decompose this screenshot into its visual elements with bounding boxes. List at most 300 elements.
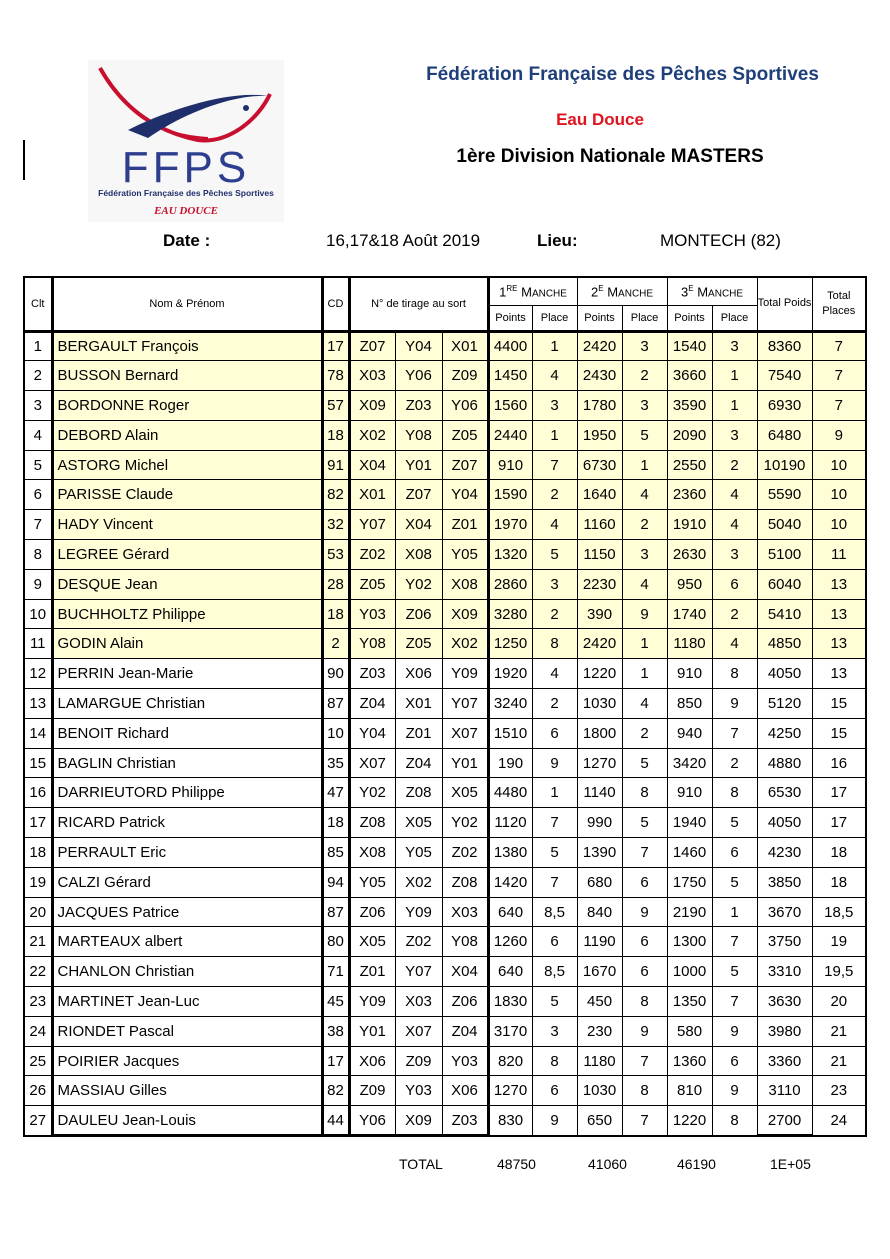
cell-clt: 19: [24, 867, 52, 897]
cell-cd: 35: [322, 748, 349, 778]
cell-cd: 91: [322, 450, 349, 480]
cell-points-2: 2420: [577, 331, 622, 361]
cell-total-poids: 3630: [757, 987, 812, 1017]
cell-clt: 17: [24, 808, 52, 838]
cell-points-1: 1830: [488, 987, 532, 1017]
cell-tirage-2: Y02: [395, 569, 442, 599]
col-header-total-poids: Total Poids: [757, 277, 812, 331]
col-header-cd: CD: [322, 277, 349, 331]
cell-points-1: 1510: [488, 718, 532, 748]
cell-place-3: 4: [712, 629, 757, 659]
cell-place-2: 7: [622, 1106, 667, 1136]
cell-points-2: 990: [577, 808, 622, 838]
cell-total-poids: 4850: [757, 629, 812, 659]
cell-name: CHANLON Christian: [52, 957, 322, 987]
cell-tirage-3: Y03: [442, 1046, 488, 1076]
cell-points-1: 2440: [488, 420, 532, 450]
cell-points-3: 1180: [667, 629, 712, 659]
cell-place-3: 2: [712, 748, 757, 778]
cell-place-1: 4: [532, 361, 577, 391]
cell-total-poids: 4880: [757, 748, 812, 778]
cell-total-places: 7: [812, 391, 866, 421]
cell-place-3: 4: [712, 480, 757, 510]
cell-tirage-2: Y04: [395, 331, 442, 361]
cell-place-1: 2: [532, 480, 577, 510]
col-header-nom: Nom & Prénom: [52, 277, 322, 331]
cell-name: BERGAULT François: [52, 331, 322, 361]
table-row: [24, 927, 866, 957]
cell-points-3: 940: [667, 718, 712, 748]
cell-name: ASTORG Michel: [52, 450, 322, 480]
cell-cd: 17: [322, 1046, 349, 1076]
cell-place-1: 6: [532, 1076, 577, 1106]
cell-tirage-1: Y09: [349, 987, 395, 1017]
cell-name: PERRAULT Eric: [52, 838, 322, 868]
cell-points-1: 1420: [488, 867, 532, 897]
cell-place-1: 5: [532, 540, 577, 570]
cell-cd: 80: [322, 927, 349, 957]
cell-place-1: 3: [532, 391, 577, 421]
table-row: [24, 778, 866, 808]
cell-total-places: 17: [812, 778, 866, 808]
cell-points-1: 3280: [488, 599, 532, 629]
cell-place-3: 5: [712, 957, 757, 987]
cell-total-places: 23: [812, 1076, 866, 1106]
cell-place-3: 7: [712, 718, 757, 748]
total-manche-1: 48750: [497, 1156, 536, 1172]
cell-clt: 9: [24, 569, 52, 599]
cell-tirage-3: Z09: [442, 361, 488, 391]
cell-points-2: 1780: [577, 391, 622, 421]
cell-clt: 21: [24, 927, 52, 957]
cell-place-1: 6: [532, 927, 577, 957]
cell-points-3: 1360: [667, 1046, 712, 1076]
table-row: [24, 1046, 866, 1076]
cell-place-2: 4: [622, 569, 667, 599]
cell-points-1: 1970: [488, 510, 532, 540]
cell-place-1: 3: [532, 569, 577, 599]
cell-tirage-1: Z09: [349, 1076, 395, 1106]
cell-total-poids: 3980: [757, 1016, 812, 1046]
cell-points-2: 1270: [577, 748, 622, 778]
svg-text:EAU DOUCE: EAU DOUCE: [154, 205, 218, 217]
cell-tirage-3: X03: [442, 897, 488, 927]
cell-total-places: 15: [812, 689, 866, 719]
cell-place-3: 7: [712, 987, 757, 1017]
cell-points-2: 1030: [577, 1076, 622, 1106]
cell-points-1: 1120: [488, 808, 532, 838]
cell-tirage-3: Z04: [442, 1016, 488, 1046]
cell-points-2: 650: [577, 1106, 622, 1136]
cell-tirage-1: Z04: [349, 689, 395, 719]
cell-tirage-1: Z05: [349, 569, 395, 599]
cell-total-places: 10: [812, 510, 866, 540]
cell-points-2: 840: [577, 897, 622, 927]
totals-label: TOTAL: [399, 1156, 443, 1172]
cell-points-1: 1250: [488, 629, 532, 659]
cell-total-places: 20: [812, 987, 866, 1017]
cell-tirage-1: X06: [349, 1046, 395, 1076]
table-row: [24, 897, 866, 927]
subtitle: Eau Douce: [556, 110, 644, 129]
cell-place-3: 7: [712, 927, 757, 957]
cell-points-1: 910: [488, 450, 532, 480]
cell-points-3: 2630: [667, 540, 712, 570]
cell-total-poids: 2700: [757, 1106, 812, 1136]
cell-tirage-1: Y06: [349, 1106, 395, 1136]
cell-tirage-1: X09: [349, 391, 395, 421]
cell-points-1: 1450: [488, 361, 532, 391]
cell-total-places: 7: [812, 331, 866, 361]
cell-place-1: 1: [532, 778, 577, 808]
cell-total-poids: 3850: [757, 867, 812, 897]
table-row: [24, 838, 866, 868]
cell-place-1: 2: [532, 599, 577, 629]
cell-points-2: 1150: [577, 540, 622, 570]
cell-place-1: 4: [532, 510, 577, 540]
cell-tirage-3: X05: [442, 778, 488, 808]
cell-cd: 94: [322, 867, 349, 897]
cell-points-1: 3170: [488, 1016, 532, 1046]
date-value: 16,17&18 Août 2019: [326, 231, 481, 250]
cell-place-3: 9: [712, 689, 757, 719]
cell-place-3: 1: [712, 391, 757, 421]
cell-name: GODIN Alain: [52, 629, 322, 659]
cell-tirage-1: Y03: [349, 599, 395, 629]
cell-name: BORDONNE Roger: [52, 391, 322, 421]
cell-name: JACQUES Patrice: [52, 897, 322, 927]
cell-place-1: 6: [532, 718, 577, 748]
cell-cd: 28: [322, 569, 349, 599]
cell-name: CALZI Gérard: [52, 867, 322, 897]
cell-points-1: 820: [488, 1046, 532, 1076]
cell-place-2: 2: [622, 718, 667, 748]
cell-name: BUSSON Bernard: [52, 361, 322, 391]
cell-cd: 18: [322, 808, 349, 838]
cell-place-2: 1: [622, 629, 667, 659]
cell-tirage-3: Z06: [442, 987, 488, 1017]
cell-total-places: 18: [812, 838, 866, 868]
cell-place-2: 2: [622, 510, 667, 540]
cell-place-3: 9: [712, 1076, 757, 1106]
lieu-label: Lieu:: [537, 231, 578, 250]
table-row: [24, 391, 866, 421]
cell-tirage-3: Z05: [442, 420, 488, 450]
cell-total-places: 10: [812, 480, 866, 510]
cell-place-2: 8: [622, 778, 667, 808]
cell-place-3: 8: [712, 1106, 757, 1136]
cell-points-2: 1030: [577, 689, 622, 719]
federation-title: Fédération Française des Pêches Sportives: [426, 64, 819, 85]
cell-tirage-3: Y02: [442, 808, 488, 838]
cell-place-3: 8: [712, 778, 757, 808]
cell-points-1: 2860: [488, 569, 532, 599]
cell-tirage-1: X03: [349, 361, 395, 391]
cell-name: DAULEU Jean-Louis: [52, 1106, 322, 1136]
cell-tirage-2: Z04: [395, 748, 442, 778]
cell-total-poids: 3750: [757, 927, 812, 957]
ffps-logo: [88, 60, 284, 222]
cell-name: RICARD Patrick: [52, 808, 322, 838]
margin-bar: [23, 140, 25, 180]
cell-total-places: 13: [812, 569, 866, 599]
cell-place-1: 4: [532, 659, 577, 689]
total-manche-2: 41060: [588, 1156, 627, 1172]
cell-tirage-3: Y06: [442, 391, 488, 421]
cell-tirage-3: Y05: [442, 540, 488, 570]
cell-points-2: 230: [577, 1016, 622, 1046]
cell-points-3: 1350: [667, 987, 712, 1017]
cell-points-2: 1800: [577, 718, 622, 748]
cell-clt: 18: [24, 838, 52, 868]
cell-tirage-1: Z08: [349, 808, 395, 838]
cell-cd: 32: [322, 510, 349, 540]
cell-name: DARRIEUTORD Philippe: [52, 778, 322, 808]
cell-points-2: 1220: [577, 659, 622, 689]
cell-name: LEGREE Gérard: [52, 540, 322, 570]
cell-clt: 23: [24, 987, 52, 1017]
cell-tirage-2: Z01: [395, 718, 442, 748]
cell-tirage-2: Z09: [395, 1046, 442, 1076]
cell-total-places: 9: [812, 420, 866, 450]
svg-text:FFPS: FFPS: [121, 143, 251, 192]
total-poids: 1E+05: [770, 1156, 811, 1172]
cell-total-places: 7: [812, 361, 866, 391]
col-header-place-3: Place: [712, 305, 757, 331]
cell-place-2: 6: [622, 957, 667, 987]
cell-tirage-2: Z02: [395, 927, 442, 957]
cell-tirage-1: Z03: [349, 659, 395, 689]
cell-points-2: 1190: [577, 927, 622, 957]
cell-points-3: 3590: [667, 391, 712, 421]
table-row: [24, 629, 866, 659]
cell-tirage-2: Z03: [395, 391, 442, 421]
cell-tirage-1: Y07: [349, 510, 395, 540]
cell-name: BAGLIN Christian: [52, 748, 322, 778]
cell-total-places: 18,5: [812, 897, 866, 927]
cell-tirage-2: Y07: [395, 957, 442, 987]
cell-place-2: 9: [622, 1016, 667, 1046]
cell-clt: 10: [24, 599, 52, 629]
cell-clt: 25: [24, 1046, 52, 1076]
cell-total-poids: 6040: [757, 569, 812, 599]
cell-points-2: 1160: [577, 510, 622, 540]
cell-place-1: 9: [532, 1106, 577, 1136]
table-row: [24, 450, 866, 480]
cell-tirage-1: Z02: [349, 540, 395, 570]
cell-cd: 90: [322, 659, 349, 689]
table-row: [24, 420, 866, 450]
cell-cd: 18: [322, 420, 349, 450]
cell-total-places: 17: [812, 808, 866, 838]
col-header-points-2: Points: [577, 305, 622, 331]
cell-tirage-2: Z06: [395, 599, 442, 629]
cell-total-places: 19: [812, 927, 866, 957]
cell-points-3: 2360: [667, 480, 712, 510]
cell-points-2: 1670: [577, 957, 622, 987]
cell-points-3: 2090: [667, 420, 712, 450]
cell-place-2: 8: [622, 987, 667, 1017]
col-header-points-3: Points: [667, 305, 712, 331]
cell-name: DEBORD Alain: [52, 420, 322, 450]
cell-tirage-3: Z03: [442, 1106, 488, 1136]
cell-total-places: 13: [812, 599, 866, 629]
cell-cd: 18: [322, 599, 349, 629]
cell-clt: 13: [24, 689, 52, 719]
table-row: [24, 361, 866, 391]
cell-cd: 57: [322, 391, 349, 421]
cell-tirage-2: X07: [395, 1016, 442, 1046]
cell-points-2: 450: [577, 987, 622, 1017]
col-header-total-places: Total Places: [812, 277, 866, 331]
cell-clt: 12: [24, 659, 52, 689]
cell-total-poids: 5410: [757, 599, 812, 629]
cell-tirage-2: Z07: [395, 480, 442, 510]
cell-tirage-2: Y06: [395, 361, 442, 391]
cell-points-3: 580: [667, 1016, 712, 1046]
cell-total-places: 19,5: [812, 957, 866, 987]
cell-place-1: 5: [532, 987, 577, 1017]
date-label: Date :: [163, 231, 211, 250]
cell-tirage-2: X02: [395, 867, 442, 897]
table-row: [24, 510, 866, 540]
cell-tirage-3: Z07: [442, 450, 488, 480]
cell-total-poids: 3670: [757, 897, 812, 927]
table-row: [24, 808, 866, 838]
ffps-logo-graphic: [88, 60, 284, 222]
cell-tirage-3: Y04: [442, 480, 488, 510]
cell-name: HADY Vincent: [52, 510, 322, 540]
cell-place-2: 1: [622, 450, 667, 480]
cell-total-poids: 3310: [757, 957, 812, 987]
cell-tirage-2: Y01: [395, 450, 442, 480]
cell-total-poids: 4250: [757, 718, 812, 748]
cell-place-3: 8: [712, 659, 757, 689]
table-row: [24, 569, 866, 599]
table-row: [24, 957, 866, 987]
cell-points-3: 3420: [667, 748, 712, 778]
cell-place-2: 3: [622, 331, 667, 361]
results-table: [23, 276, 867, 1137]
cell-tirage-2: X03: [395, 987, 442, 1017]
cell-place-3: 6: [712, 569, 757, 599]
cell-place-2: 3: [622, 540, 667, 570]
cell-points-3: 1300: [667, 927, 712, 957]
cell-points-1: 640: [488, 897, 532, 927]
cell-points-2: 1950: [577, 420, 622, 450]
cell-clt: 26: [24, 1076, 52, 1106]
cell-place-1: 1: [532, 420, 577, 450]
cell-tirage-1: X08: [349, 838, 395, 868]
cell-tirage-1: Z06: [349, 897, 395, 927]
cell-points-2: 2420: [577, 629, 622, 659]
cell-total-places: 21: [812, 1046, 866, 1076]
cell-cd: 82: [322, 480, 349, 510]
cell-points-3: 850: [667, 689, 712, 719]
cell-points-3: 1740: [667, 599, 712, 629]
cell-name: PARISSE Claude: [52, 480, 322, 510]
cell-place-3: 3: [712, 420, 757, 450]
cell-tirage-3: X01: [442, 331, 488, 361]
table-row: [24, 867, 866, 897]
cell-total-poids: 7540: [757, 361, 812, 391]
cell-place-2: 7: [622, 838, 667, 868]
cell-points-3: 950: [667, 569, 712, 599]
cell-points-2: 1390: [577, 838, 622, 868]
cell-total-poids: 4230: [757, 838, 812, 868]
cell-points-1: 1260: [488, 927, 532, 957]
cell-place-1: 7: [532, 867, 577, 897]
cell-place-3: 4: [712, 510, 757, 540]
cell-clt: 24: [24, 1016, 52, 1046]
cell-total-poids: 4050: [757, 659, 812, 689]
cell-tirage-3: Y07: [442, 689, 488, 719]
cell-name: DESQUE Jean: [52, 569, 322, 599]
cell-name: LAMARGUE Christian: [52, 689, 322, 719]
cell-tirage-1: Y01: [349, 1016, 395, 1046]
cell-points-3: 1910: [667, 510, 712, 540]
table-row: [24, 599, 866, 629]
cell-tirage-3: X02: [442, 629, 488, 659]
table-row: [24, 659, 866, 689]
cell-points-3: 3660: [667, 361, 712, 391]
cell-cd: 17: [322, 331, 349, 361]
cell-clt: 22: [24, 957, 52, 987]
cell-place-2: 4: [622, 480, 667, 510]
cell-name: PERRIN Jean-Marie: [52, 659, 322, 689]
cell-cd: 2: [322, 629, 349, 659]
cell-place-2: 3: [622, 391, 667, 421]
cell-total-poids: 5590: [757, 480, 812, 510]
cell-points-2: 6730: [577, 450, 622, 480]
table-row: [24, 480, 866, 510]
cell-cd: 87: [322, 897, 349, 927]
cell-tirage-2: X09: [395, 1106, 442, 1136]
cell-place-1: 5: [532, 838, 577, 868]
cell-cd: 87: [322, 689, 349, 719]
cell-place-2: 4: [622, 689, 667, 719]
cell-points-1: 190: [488, 748, 532, 778]
cell-points-3: 1000: [667, 957, 712, 987]
cell-place-3: 6: [712, 838, 757, 868]
cell-total-places: 18: [812, 867, 866, 897]
cell-place-2: 9: [622, 599, 667, 629]
cell-points-3: 2190: [667, 897, 712, 927]
cell-points-2: 390: [577, 599, 622, 629]
cell-name: RIONDET Pascal: [52, 1016, 322, 1046]
cell-place-2: 6: [622, 927, 667, 957]
total-manche-3: 46190: [677, 1156, 716, 1172]
cell-tirage-2: X04: [395, 510, 442, 540]
col-header-manche-1: 1RE MANCHE: [488, 277, 577, 305]
cell-tirage-2: X06: [395, 659, 442, 689]
cell-total-poids: 6480: [757, 420, 812, 450]
cell-tirage-2: Y03: [395, 1076, 442, 1106]
cell-clt: 4: [24, 420, 52, 450]
cell-total-poids: 5120: [757, 689, 812, 719]
cell-points-2: 1140: [577, 778, 622, 808]
cell-points-1: 1560: [488, 391, 532, 421]
cell-place-1: 8,5: [532, 897, 577, 927]
cell-points-3: 2550: [667, 450, 712, 480]
cell-points-3: 1220: [667, 1106, 712, 1136]
cell-name: MASSIAU Gilles: [52, 1076, 322, 1106]
cell-tirage-1: X01: [349, 480, 395, 510]
cell-points-1: 640: [488, 957, 532, 987]
cell-tirage-2: Y08: [395, 420, 442, 450]
col-header-place-1: Place: [532, 305, 577, 331]
cell-points-3: 910: [667, 778, 712, 808]
